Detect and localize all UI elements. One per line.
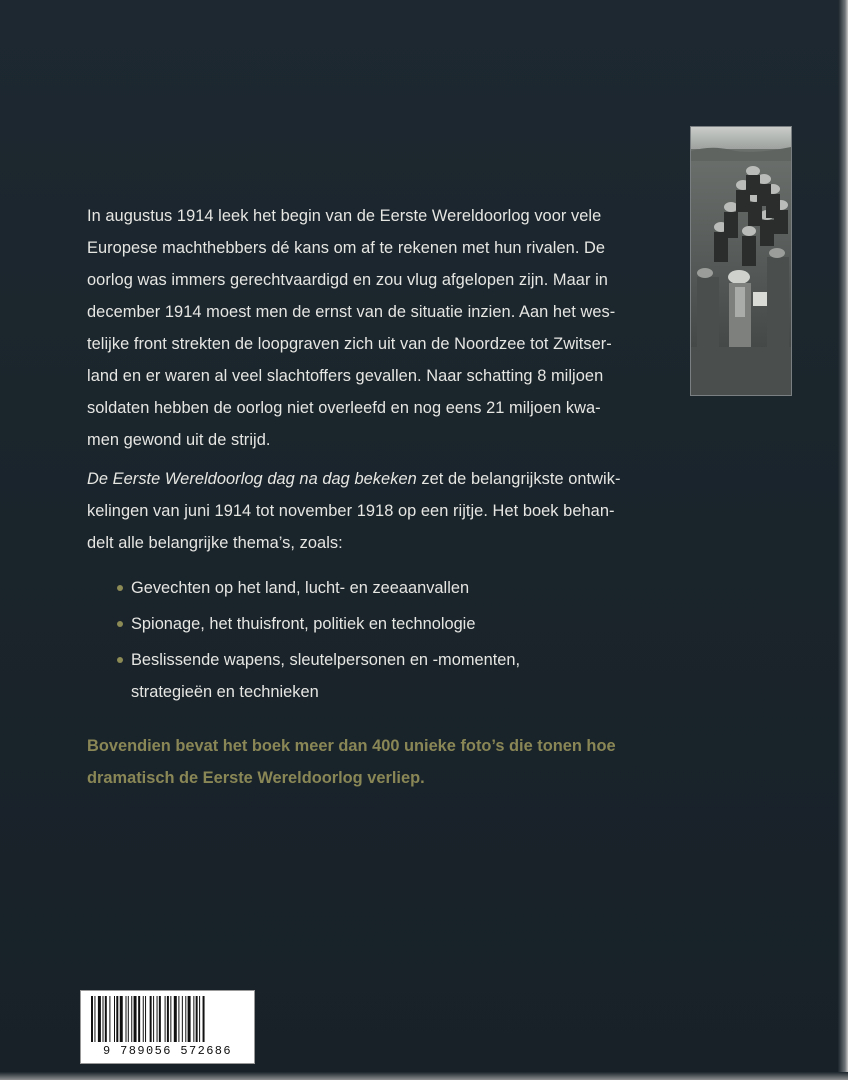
barcode-bar [178, 996, 179, 1042]
barcode-bar [105, 996, 107, 1042]
barcode-bar [134, 996, 137, 1042]
intro-paragraph [87, 200, 687, 456]
about-line: delt alle belangrijke thema’s, zoals: [87, 534, 343, 552]
list-item-text: strategieën en technieken [131, 683, 319, 701]
about-line-rest: zet de belangrijkste ontwik- [416, 470, 621, 488]
intro-line: december 1914 moest men de ernst van de situatie inzien. Aan het wes- [87, 303, 616, 321]
cover-edge-bottom [0, 1072, 848, 1080]
barcode-bar [165, 996, 166, 1042]
barcode-bar [193, 996, 194, 1042]
list-item-text: Spionage, het thuisfront, politiek en technologie [131, 615, 476, 633]
barcode-bar [143, 996, 144, 1042]
barcode-bar [170, 996, 171, 1042]
barcode-bar [188, 996, 191, 1042]
list-item [118, 608, 678, 640]
about-line: kelingen van juni 1914 tot november 1918 op een rijtje. Het boek behan- [87, 502, 615, 520]
barcode-bars [89, 996, 246, 1044]
soldiers-photo [690, 126, 792, 396]
barcode-bar [91, 996, 93, 1042]
barcode-bar [196, 996, 198, 1042]
barcode-bar [128, 996, 129, 1042]
barcode-bar [131, 996, 132, 1042]
book-title: De Eerste Wereldoorlog dag na dag bekeken [87, 470, 417, 488]
intro-line: In augustus 1914 leek het begin van de Eerste Wereldoorlog voor vele [87, 207, 602, 225]
barcode-bar [174, 996, 177, 1042]
intro-line: Europese machthebbers dé kans om af te rekenen met hun rivalen. De [87, 239, 606, 257]
intro-line: soldaten hebben de oorlog niet overleefd en nog eens 21 miljoen kwa- [87, 399, 601, 417]
barcode-bar [98, 996, 101, 1042]
barcode-bar [150, 996, 152, 1042]
themes-list [118, 572, 678, 712]
barcode-bar [116, 996, 118, 1042]
barcode-bar [145, 996, 146, 1042]
barcode-bar [138, 996, 140, 1042]
barcode-bar [182, 996, 183, 1042]
about-line [87, 463, 687, 495]
highlight-line: dramatisch de Eerste Wereldoorlog verliep. [87, 769, 425, 787]
bullet-icon [117, 585, 123, 591]
barcode-number: 9 789056 572686 [102, 1044, 233, 1058]
list-item-text: Gevechten op het land, lucht- en zeeaanvallen [131, 579, 470, 597]
highlight-line: Bovendien bevat het boek meer dan 400 unieke foto’s die tonen hoe [87, 737, 616, 755]
barcode-bar [203, 996, 205, 1042]
barcode-bar [167, 996, 169, 1042]
intro-line: telijke front strekten de loopgraven zich uit van de Noordzee tot Zwitser- [87, 335, 612, 353]
barcode-bar [120, 996, 123, 1042]
isbn-barcode [80, 990, 255, 1064]
cover-edge-right [838, 0, 848, 1080]
barcode-bar [126, 996, 127, 1042]
highlight-statement [87, 730, 687, 794]
intro-line: men gewond uit de strijd. [87, 431, 271, 449]
barcode-bar [103, 996, 104, 1042]
barcode-bar [159, 996, 161, 1042]
about-paragraph [87, 463, 687, 559]
list-item [118, 644, 678, 708]
bullet-icon [117, 621, 123, 627]
barcode-bar [157, 996, 158, 1042]
barcode-bar [199, 996, 200, 1042]
intro-line: land en er waren al veel slachtoffers gevallen. Naar schatting 8 miljoen [87, 367, 604, 385]
list-item [118, 572, 678, 604]
barcode-bar [153, 996, 154, 1042]
list-item-text: Beslissende wapens, sleutelpersonen en -momenten, [131, 651, 521, 669]
intro-line: oorlog was immers gerechtvaardigd en zou vlug afgelopen zijn. Maar in [87, 271, 608, 289]
barcode-bar [114, 996, 115, 1042]
barcode-bar [185, 996, 186, 1042]
barcode-bar [94, 996, 95, 1042]
bullet-icon [117, 657, 123, 663]
barcode-bar [109, 996, 110, 1042]
